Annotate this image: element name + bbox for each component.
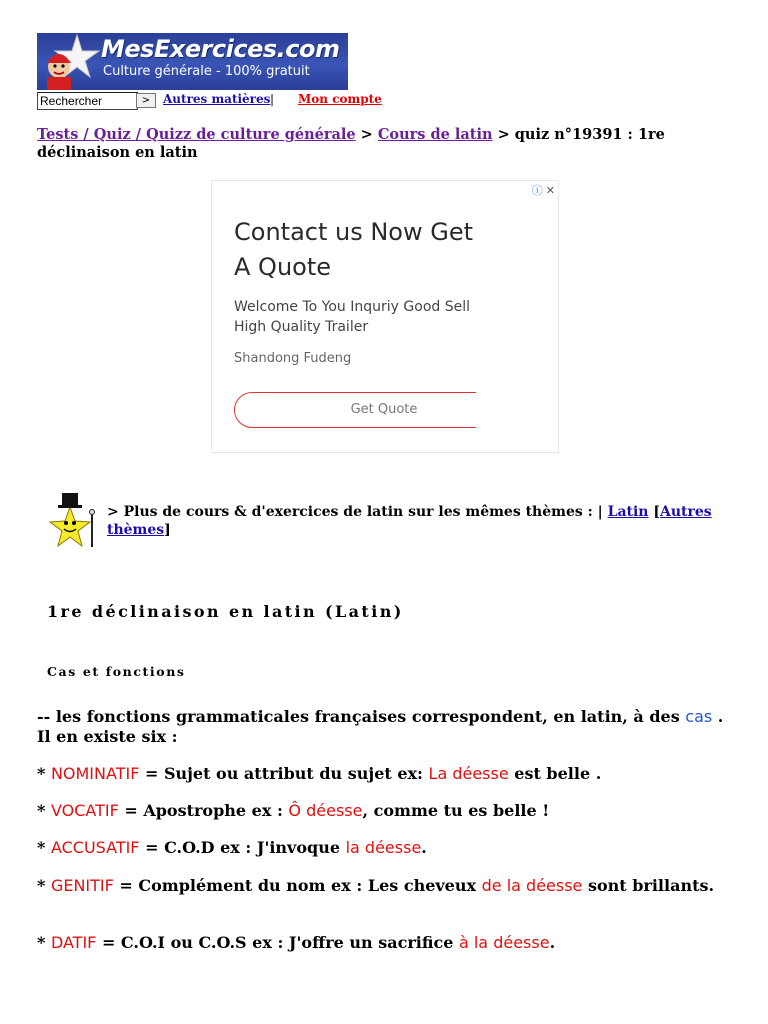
- nav-separator: |: [270, 92, 275, 106]
- breadcrumb-latin-link[interactable]: Cours de latin: [377, 126, 493, 143]
- ad-description-line-1: Welcome To You Inquriy Good Sell: [234, 299, 470, 315]
- latin-theme-link[interactable]: Latin: [607, 504, 649, 520]
- case-definition: = C.O.I ou C.O.S ex : J'offre un sacrifice: [96, 933, 459, 952]
- top-hat-star-mascot-icon: [48, 491, 104, 551]
- ad-sponsor: Shandong Fudeng: [234, 351, 352, 366]
- promo-text: [107, 503, 727, 539]
- logo-tagline: Culture générale - 100% gratuit: [103, 64, 310, 79]
- breadcrumb-quiz-link[interactable]: Tests / Quiz / Quizz de culture générale: [37, 126, 356, 143]
- case-line-end: est belle .: [508, 764, 602, 783]
- bullet: *: [37, 933, 51, 952]
- case-name: DATIF: [50, 933, 97, 952]
- case-example: Ô déesse: [288, 801, 363, 820]
- case-name: NOMINATIF: [50, 764, 140, 783]
- breadcrumb: [37, 126, 737, 162]
- ad-headline-line-2: A Quote: [234, 253, 332, 281]
- intro-text: -- les fonctions grammaticales françaises correspondent, en latin, à des: [37, 707, 686, 726]
- bullet: *: [37, 801, 51, 820]
- ad-description: [234, 297, 470, 337]
- site-logo[interactable]: [37, 33, 348, 90]
- star-jester-logo-icon: [37, 33, 101, 90]
- case-line-vocatif: [37, 801, 737, 821]
- case-line-nominatif: [37, 764, 737, 784]
- case-definition: = Complément du nom ex : Les cheveux: [113, 876, 482, 895]
- case-example: de la déesse: [481, 876, 583, 895]
- case-line-end: .: [549, 933, 556, 952]
- logo-title: MesExercices.com: [101, 35, 340, 63]
- case-definition: = C.O.D ex : J'invoque: [139, 838, 346, 857]
- case-line-end: .: [421, 838, 427, 857]
- case-name: GENITIF: [50, 876, 114, 895]
- breadcrumb-current: > quiz n°19391 : 1re déclinaison en latin: [37, 126, 665, 161]
- case-line-accusatif: [37, 838, 737, 858]
- page-title: 1re déclinaison en latin (Latin): [47, 602, 404, 621]
- bullet: *: [37, 838, 51, 857]
- ad-description-line-2: High Quality Trailer: [234, 319, 369, 335]
- intro-end: . Il en existe six :: [37, 707, 724, 746]
- bracket-open: [: [648, 504, 660, 520]
- search-input[interactable]: [37, 92, 138, 110]
- case-line-end: , comme tu es belle !: [362, 801, 550, 820]
- bullet: *: [37, 876, 51, 895]
- ad-choices[interactable]: [532, 182, 555, 198]
- case-line-genitif: [37, 876, 737, 896]
- intro-paragraph: [37, 707, 737, 747]
- ad-get-quote-button[interactable]: Get Quote: [234, 392, 476, 428]
- case-line-datif: [37, 933, 737, 953]
- case-example: La déesse: [428, 764, 509, 783]
- cas-term: cas: [685, 707, 713, 726]
- search-button[interactable]: >: [136, 93, 156, 108]
- breadcrumb-separator: >: [355, 126, 378, 143]
- case-name: VOCATIF: [50, 801, 119, 820]
- bullet: *: [37, 764, 51, 783]
- ad-headline-line-1: Contact us Now Get: [234, 218, 474, 246]
- section-title: Cas et fonctions: [47, 664, 186, 679]
- other-subjects-link[interactable]: Autres matières: [163, 92, 271, 106]
- ad-content: [212, 181, 476, 452]
- case-example: la déesse: [345, 838, 422, 857]
- case-definition: = Apostrophe ex :: [118, 801, 289, 820]
- other-themes-link[interactable]: Autres thèmes: [107, 504, 712, 538]
- case-name: ACCUSATIF: [50, 838, 140, 857]
- promo-label: > Plus de cours & d'exercices de latin sur les mêmes thèmes : |: [107, 504, 608, 520]
- advertisement[interactable]: [211, 180, 559, 453]
- case-example: à la déesse: [458, 933, 550, 952]
- case-definition: = Sujet ou attribut du sujet ex:: [139, 764, 429, 783]
- case-line-end: sont brillants.: [582, 876, 715, 895]
- info-icon[interactable]: ⓘ: [531, 184, 543, 197]
- close-icon[interactable]: ✕: [545, 184, 555, 197]
- bracket-close: ]: [164, 522, 171, 538]
- my-account-link[interactable]: Mon compte: [298, 92, 382, 106]
- ad-headline: [234, 215, 473, 285]
